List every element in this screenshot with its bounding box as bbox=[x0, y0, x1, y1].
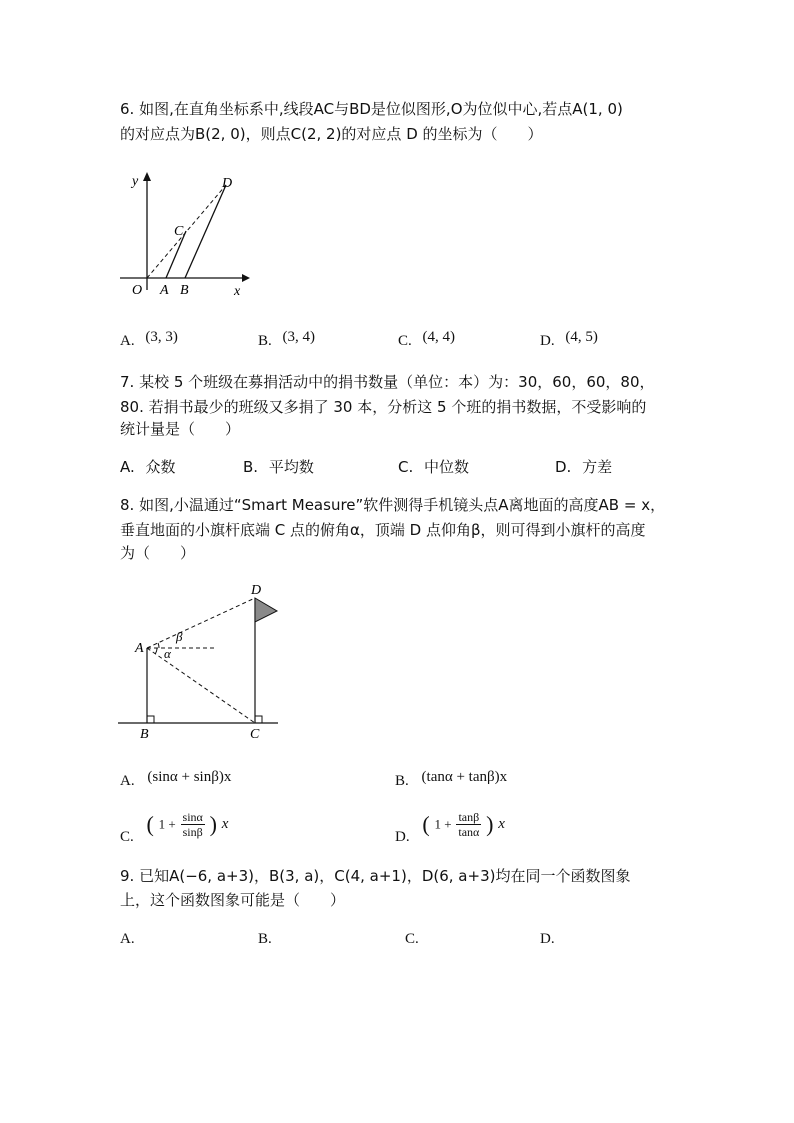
q8-label-b: B bbox=[140, 727, 149, 742]
option-letter: C. bbox=[120, 829, 134, 845]
option-text: (4, 4) bbox=[422, 329, 456, 345]
q8-option-d[interactable]: D. ( 1 + $\frac{\tan\beta}{\tan\alpha}$ ) x bbox=[395, 810, 505, 845]
q9-option-b[interactable] bbox=[258, 929, 272, 948]
option-fraction: $\frac{\tan\beta}{\tan\alpha}$ bbox=[458, 810, 480, 839]
option-suffix: x bbox=[498, 816, 505, 832]
q6-option-a[interactable] bbox=[120, 331, 178, 350]
q6-label-b: B bbox=[180, 283, 189, 298]
q6-option-d[interactable] bbox=[540, 331, 598, 350]
q8-right-angle-b bbox=[147, 716, 154, 723]
q6-option-b[interactable] bbox=[258, 331, 315, 350]
option-letter: C. bbox=[398, 458, 414, 476]
q8-line-3: 为（ ） bbox=[120, 544, 196, 562]
option-fraction: $\frac{\sin\alpha}{\sin\beta}$ bbox=[182, 810, 203, 839]
q9-line-2: 上，这个函数图象可能是（ ） bbox=[120, 891, 346, 909]
q6-segment-bd bbox=[185, 185, 226, 278]
option-prefix: 1 + bbox=[434, 816, 452, 832]
option-letter: A. bbox=[120, 333, 135, 349]
q8-option-a[interactable] bbox=[120, 771, 231, 790]
option-letter: B. bbox=[258, 333, 272, 349]
option-letter: D. bbox=[540, 931, 555, 947]
q6-x-arrow bbox=[242, 274, 250, 282]
q6-label-y: y bbox=[132, 174, 139, 189]
q6-label-d: D bbox=[222, 176, 233, 191]
q8-label-beta: β bbox=[176, 629, 183, 644]
option-letter: A. bbox=[120, 458, 135, 476]
q8-angle-arc-alpha bbox=[155, 648, 157, 654]
q6-dashed-od bbox=[147, 185, 226, 278]
option-letter: B. bbox=[258, 931, 272, 947]
q7-line-3: 统计量是（ ） bbox=[120, 420, 241, 438]
q6-label-a: A bbox=[160, 283, 169, 298]
q7-line-1: 7. 某校 5 个班级在募捐活动中的捐书数量（单位：本）为：30，60，60，80， bbox=[120, 373, 655, 391]
option-text: 平均数 bbox=[268, 458, 314, 476]
q8-label-alpha: α bbox=[164, 646, 171, 661]
q6-line-2: 的对应点为B(2, 0)，则点C(2, 2)的对应点 D 的坐标为（ ） bbox=[120, 125, 543, 143]
q6-label-x: x bbox=[234, 284, 241, 299]
option-letter: B. bbox=[395, 773, 409, 789]
q8-figure bbox=[115, 580, 290, 745]
q7-option-a[interactable] bbox=[120, 456, 176, 477]
q9-option-d[interactable] bbox=[540, 929, 555, 948]
q7-option-d[interactable] bbox=[555, 456, 612, 477]
option-text: 众数 bbox=[145, 458, 176, 476]
q6-label-o: O bbox=[132, 283, 143, 298]
q8-label-c: C bbox=[250, 727, 260, 742]
q8-option-b[interactable] bbox=[395, 771, 507, 790]
option-letter: A. bbox=[120, 931, 135, 947]
option-prefix: 1 + bbox=[158, 816, 176, 832]
q8-right-angle-c bbox=[255, 716, 262, 723]
q9-option-c[interactable] bbox=[405, 929, 419, 948]
q9-option-a[interactable] bbox=[120, 929, 135, 948]
option-text: (tanα + tanβ)x bbox=[421, 769, 508, 785]
q8-label-a: A bbox=[135, 641, 144, 656]
option-letter: C. bbox=[398, 333, 412, 349]
q8-dashed-ad bbox=[147, 598, 255, 648]
q6-figure bbox=[110, 165, 260, 300]
q6-line-1: 6. 如图,在直角坐标系中,线段AC与BD是位似图形,O为位似中心,若点A(1, 0) bbox=[120, 100, 623, 118]
option-letter: C. bbox=[405, 931, 419, 947]
option-suffix: x bbox=[221, 816, 229, 832]
option-letter: B. bbox=[243, 458, 259, 476]
q6-option-c[interactable] bbox=[398, 331, 455, 350]
option-text: (4, 5) bbox=[565, 329, 598, 345]
option-letter: D. bbox=[395, 829, 410, 845]
q7-option-c[interactable] bbox=[398, 456, 469, 477]
q8-flag bbox=[255, 598, 277, 622]
option-text: (sinα + sinβ)x bbox=[147, 769, 232, 785]
q6-label-c: C bbox=[174, 224, 184, 239]
q8-angle-arc-beta bbox=[158, 643, 159, 648]
q8-line-2: 垂直地面的小旗杆底端 C 点的俯角α，顶端 D 点仰角β，则可得到小旗杆的高度 bbox=[120, 521, 646, 539]
option-letter: D. bbox=[555, 458, 572, 476]
option-text: 方差 bbox=[582, 458, 613, 476]
option-text: 中位数 bbox=[424, 458, 470, 476]
q8-line-1: 8. 如图,小温通过“Smart Measure”软件测得手机镜头点A离地面的高度AB = x， bbox=[120, 496, 666, 514]
q8-option-c[interactable]: C. ( 1 + $\frac{\sin\alpha}{\sin\beta}$ ) x bbox=[120, 810, 229, 845]
option-text: (3, 4) bbox=[282, 329, 316, 345]
q9-line-1: 9. 已知A(−6, a+3)，B(3, a)，C(4, a+1)，D(6, a+3)均在同一个函数图象 bbox=[120, 867, 631, 885]
q6-y-arrow bbox=[143, 172, 151, 181]
option-text: (3, 3) bbox=[145, 329, 178, 345]
option-letter: A. bbox=[120, 773, 135, 789]
q7-line-2: 80. 若捐书最少的班级又多捐了 30 本，分析这 5 个班的捐书数据，不受影响的 bbox=[120, 398, 647, 416]
q8-label-d: D bbox=[251, 583, 262, 598]
option-letter: D. bbox=[540, 333, 555, 349]
q7-option-b[interactable] bbox=[243, 456, 314, 477]
